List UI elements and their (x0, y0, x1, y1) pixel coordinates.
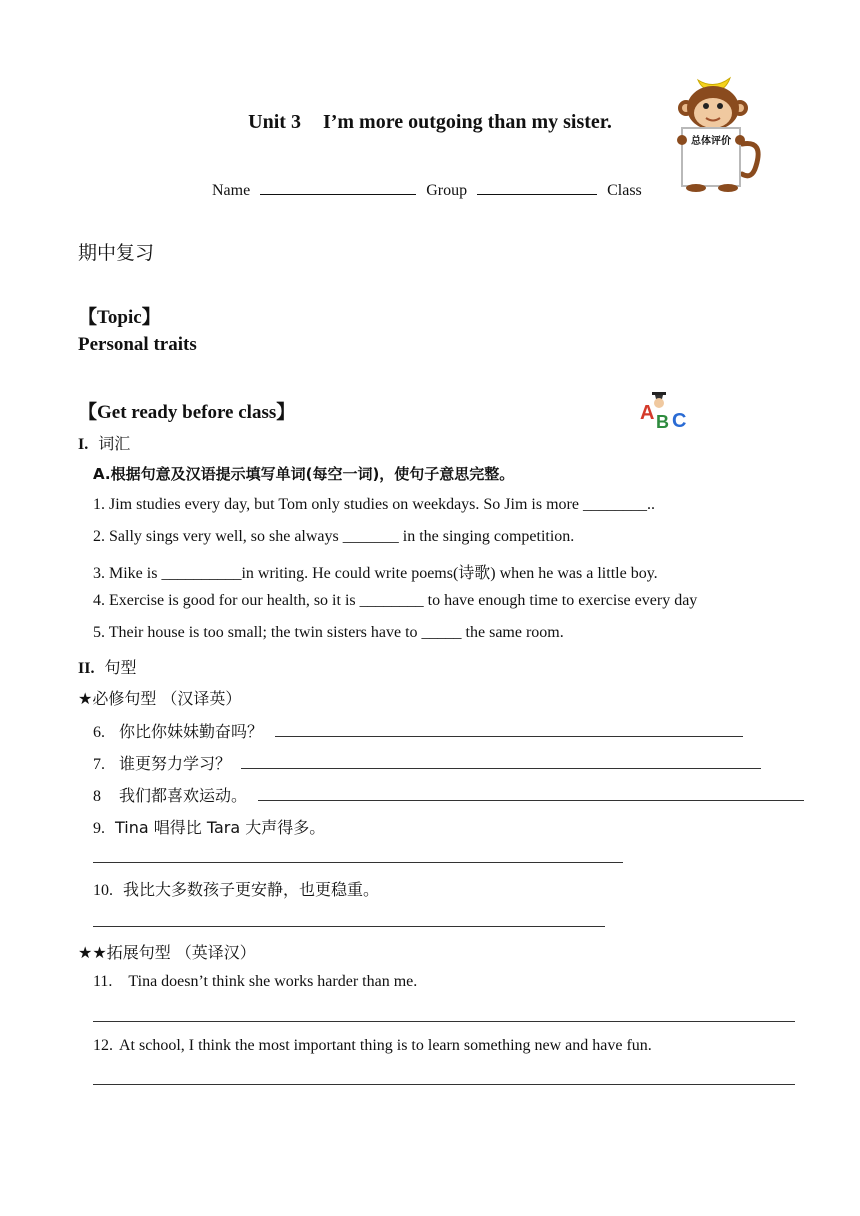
sentence-item-6 (93, 719, 263, 742)
name-label: Name (212, 182, 251, 199)
abc-letter-a: A (640, 402, 655, 424)
sentence-item-12 (93, 1037, 652, 1055)
item-number: 7. (93, 756, 105, 773)
answer-line-6[interactable] (275, 736, 743, 737)
answer-line-8[interactable] (258, 800, 804, 801)
sentence-item-11 (93, 973, 417, 991)
monkey-evaluation-badge (668, 70, 764, 194)
title-text: I’m more outgoing than my sister. (322, 111, 612, 133)
group-label: Group (426, 182, 468, 199)
extended-sentences-heading: ★★拓展句型 （英译汉） (78, 943, 256, 962)
item-number: 9. (93, 820, 105, 837)
section-title: 期中复习 (78, 242, 155, 264)
vocab-item-1: 1. Jim studies every day, but Tom only studies on weekdays. So Jim is more ________.. (93, 496, 655, 513)
item-text: At school, I think the most important thing is to learn something new and have fun. (119, 1037, 652, 1054)
part2-heading (78, 655, 136, 678)
item-text: 谁更努力学习？ (119, 754, 232, 773)
item-number: 6. (93, 724, 105, 741)
answer-line-12[interactable] (93, 1084, 795, 1085)
title-unit: Unit 3 (248, 111, 301, 133)
item-number: 8 (93, 788, 101, 805)
badge-text: 总体评价 (691, 136, 731, 147)
vocab-item-3: 3. Mike is __________in writing. He could write poems(诗歌) when he was a little boy. (93, 565, 658, 582)
sentence-item-10 (93, 877, 379, 900)
vocab-item-4: 4. Exercise is good for our health, so it is ________ to have enough time to exercise every day (93, 592, 698, 609)
answer-line-9[interactable] (93, 862, 623, 863)
sentence-item-9 (93, 815, 325, 838)
answer-line-7[interactable] (241, 768, 761, 769)
topic-text: Personal traits (78, 334, 197, 355)
part2-title: 句型 (104, 658, 137, 677)
item-number: 12. (93, 1037, 113, 1054)
group-field[interactable] (477, 178, 597, 195)
item-text: 我比大多数孩子更安静，也更稳重。 (123, 880, 380, 899)
part1-title: 词汇 (98, 434, 131, 453)
answer-line-11[interactable] (93, 1021, 795, 1022)
part1-label: I. (78, 436, 89, 453)
topic-heading: 【Topic】 (78, 307, 161, 328)
sentence-item-8 (93, 783, 247, 806)
abc-icon (638, 388, 696, 440)
abc-letter-b: B (656, 412, 669, 432)
item-number: 10. (93, 882, 113, 899)
item-text: Tina 唱得比 Tara 大声得多。 (115, 818, 326, 837)
required-sentences-heading: ★必修句型 （汉译英） (78, 689, 242, 708)
abc-letter-c: C (672, 410, 687, 432)
item-text: 你比你妹妹勤奋吗？ (119, 722, 264, 741)
class-label: Class (607, 182, 642, 199)
answer-line-10[interactable] (93, 926, 605, 927)
item-text: Tina doesn’t think she works harder than me. (128, 973, 418, 990)
name-group-class-line (212, 178, 642, 200)
part2-label: II. (78, 660, 95, 677)
part1-instruction: A.根据句意及汉语提示填写单词(每空一词)，使句子意思完整。 (93, 465, 515, 483)
item-text: 我们都喜欢运动。 (119, 786, 248, 805)
vocab-item-2: 2. Sally sings very well, so she always _______ in the singing competition. (93, 528, 575, 545)
get-ready-heading: 【Get ready before class】 (78, 402, 296, 423)
vocab-item-5: 5. Their house is too small; the twin sisters have to _____ the same room. (93, 624, 564, 641)
item-number: 11. (93, 973, 113, 990)
part1-heading (78, 431, 130, 454)
sentence-item-7 (93, 751, 231, 774)
name-field[interactable] (260, 178, 416, 195)
